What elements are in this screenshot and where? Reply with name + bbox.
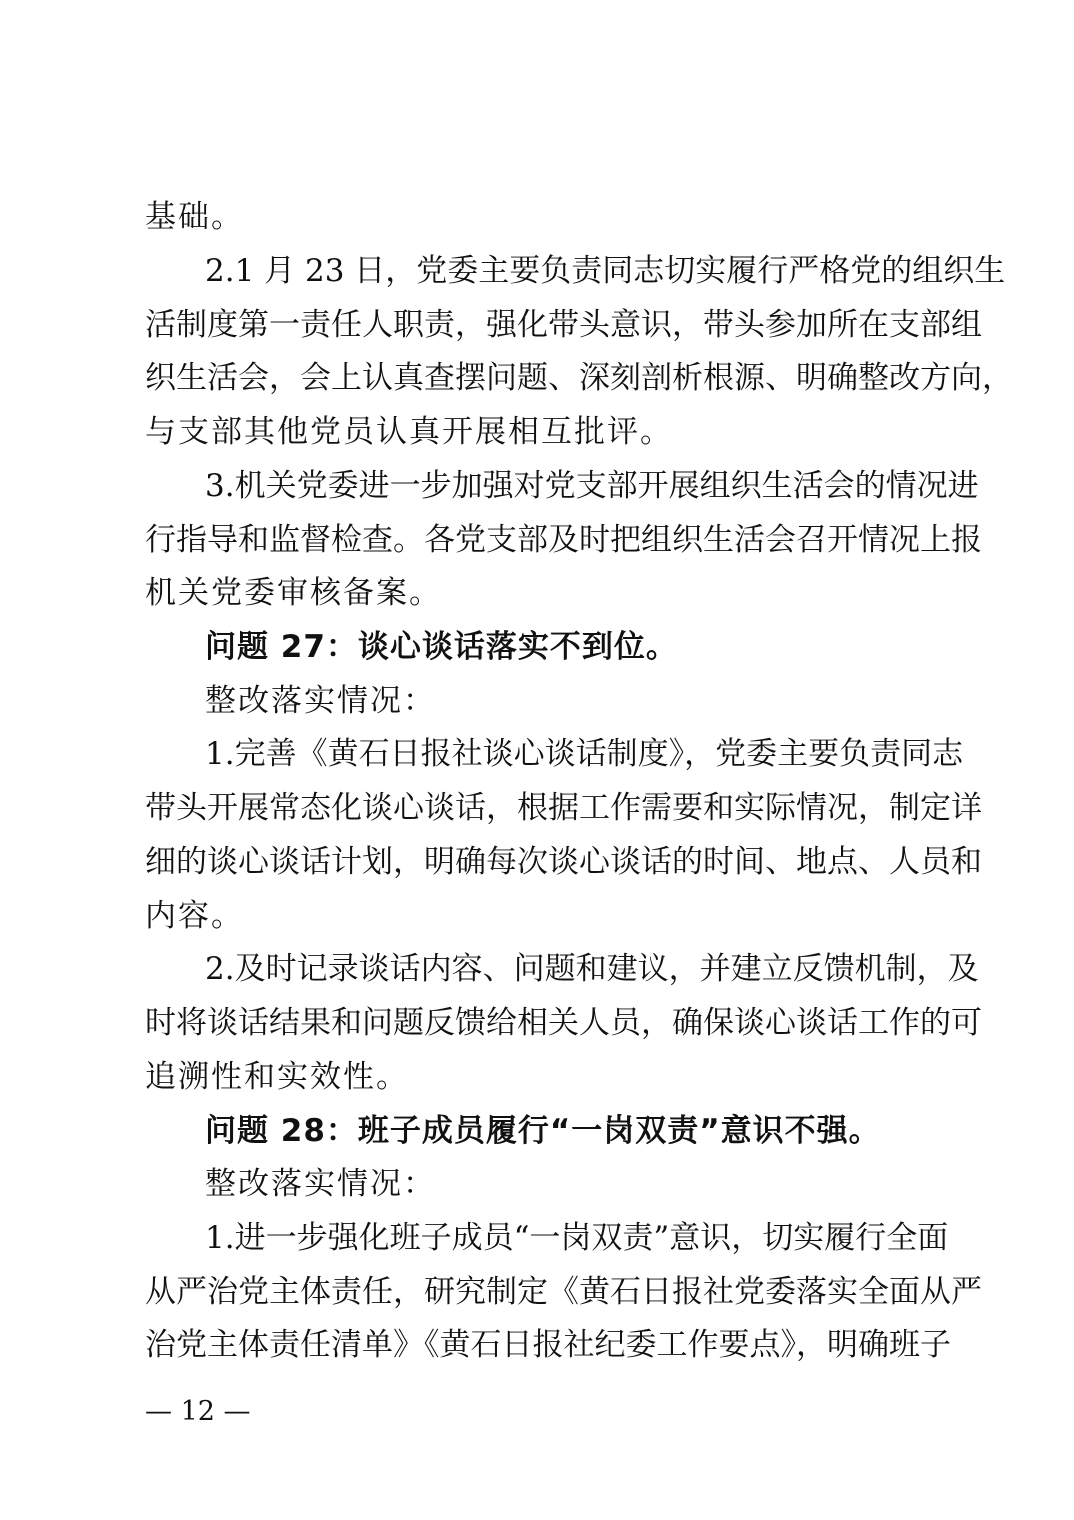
issue-heading: 问题 28：班子成员履行“一岗双责”意识不强。 [205,1113,881,1149]
paragraph-line: 行指导和监督检查。各党支部及时把组织生活会召开情况上报 [145,522,982,558]
paragraph-line: 细的谈心谈话计划，明确每次谈心谈话的时间、地点、人员和 [145,844,982,880]
section-label: 整改落实情况： [205,1166,436,1202]
paragraph-line: 内容。 [145,898,244,934]
paragraph-line: 2.及时记录谈话内容、问题和建议，并建立反馈机制，及 [205,951,979,987]
paragraph-line: 1.进一步强化班子成员“一岗双责”意识，切实履行全面 [205,1220,949,1256]
paragraph-line: 织生活会，会上认真查摆问题、深刻剖析根源、明确整改方向， [145,360,1013,396]
paragraph-line: 从严治党主体责任，研究制定《黄石日报社党委落实全面从严 [145,1274,982,1310]
paragraph-line: 与支部其他党员认真开展相互批评。 [145,414,673,450]
paragraph-line: 活制度第一责任人职责，强化带头意识，带头参加所在支部组 [145,307,982,343]
paragraph-line: 时将谈话结果和问题反馈给相关人员，确保谈心谈话工作的可 [145,1005,982,1041]
issue-heading: 问题 27：谈心谈话落实不到位。 [205,629,678,665]
paragraph-line: 治党主体责任清单》《黄石日报社纪委工作要点》，明确班子 [145,1327,951,1363]
page-number: — 12 — [145,1396,251,1427]
paragraph-line: 追溯性和实效性。 [145,1059,409,1095]
section-label: 整改落实情况： [205,683,436,719]
paragraph-line: 1.完善《黄石日报社谈心谈话制度》，党委主要负责同志 [205,736,964,772]
paragraph-line: 2.1 月 23 日，党委主要负责同志切实履行严格党的组织生 [205,253,1006,289]
paragraph-line: 基础。 [145,199,244,235]
paragraph-line: 带头开展常态化谈心谈话，根据工作需要和实际情况，制定详 [145,790,982,826]
paragraph-line: 3.机关党委进一步加强对党支部开展组织生活会的情况进 [205,468,979,504]
paragraph-line: 机关党委审核备案。 [145,575,442,611]
